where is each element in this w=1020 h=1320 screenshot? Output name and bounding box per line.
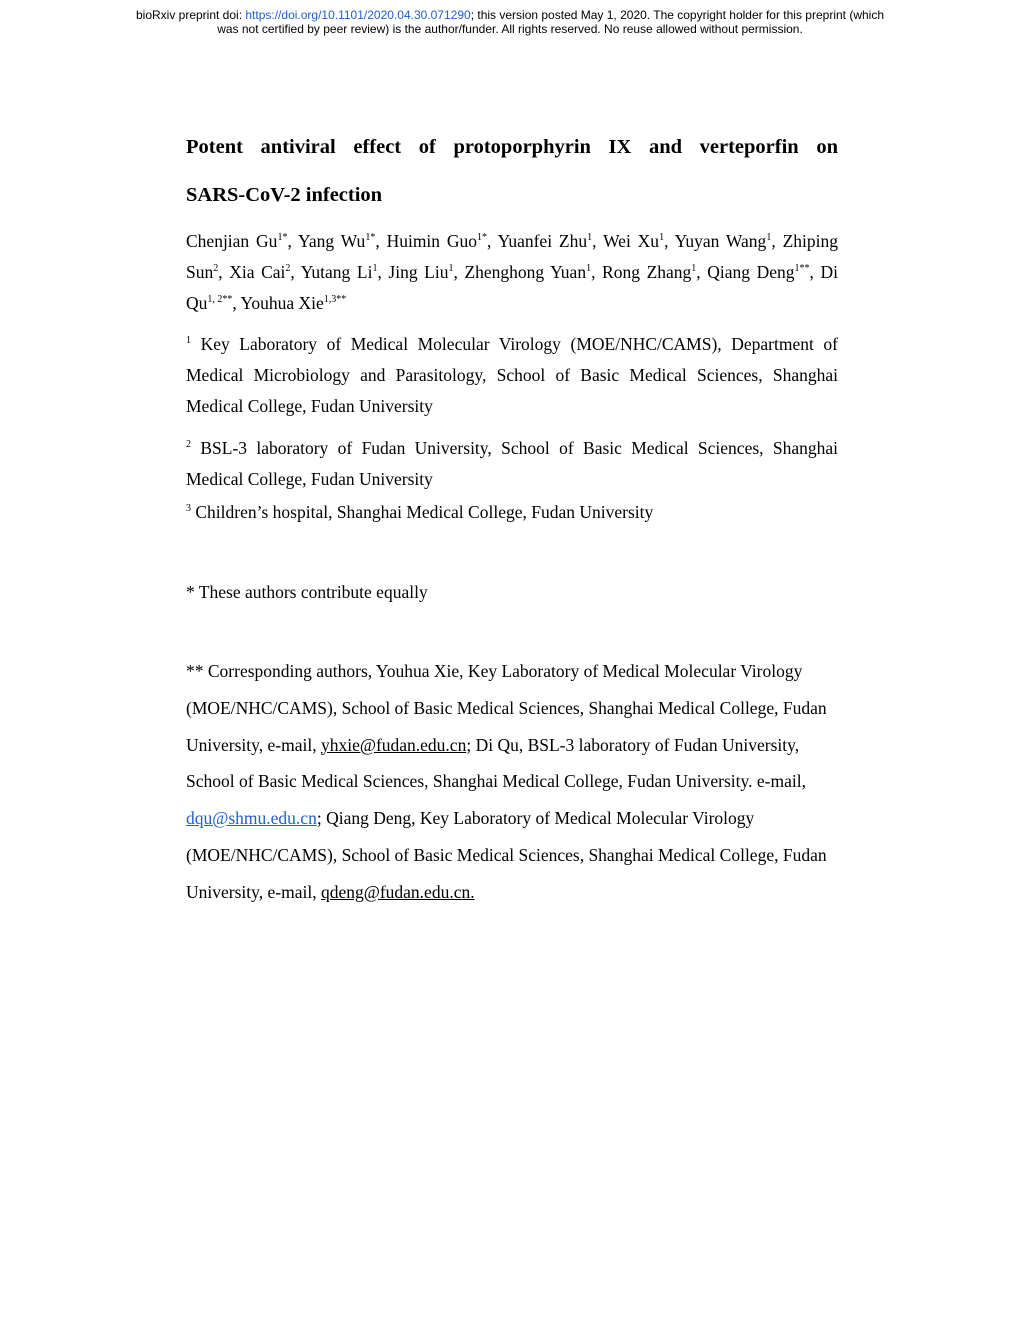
email-link-dqu[interactable]: dqu@shmu.edu.cn <box>186 808 317 829</box>
email-link-yhxie[interactable]: yhxie@fudan.edu.cn <box>320 734 467 755</box>
affiliation-2 <box>186 433 838 495</box>
author-name: Youhua Xie <box>240 293 324 313</box>
preprint-notice-line1 <box>0 8 1020 22</box>
author-affiliation-mark: 1 <box>448 263 454 274</box>
author-affiliation-mark: 1* <box>477 232 488 243</box>
preprint-notice-prefix: bioRxiv preprint doi: <box>135 8 246 22</box>
author-item <box>498 231 592 251</box>
paper-title <box>186 123 838 219</box>
author-name: Jing Liu <box>388 262 449 282</box>
paper-title-line1: Potent antiviral effect of protoporphyrin IX and verteporfin on <box>186 136 838 158</box>
author-name: Yutang Li <box>300 262 373 282</box>
author-affiliation-mark: 1,3** <box>323 294 347 305</box>
author-name: Wei Xu <box>603 231 660 251</box>
author-list: Chenjian $Gu^{1*}$, Yang $Wu^{1*}$, Huimin Guo$^{1*}$, Yuanfei Zhu$^1$, Wei Xu$^1$, Yuyan Wang$^1$, Zhiping Sun$^2$, Xia Cai$^2$, Yutang Li$^1$, Jing Liu$^1$, Zhenghong Yuan$^1$, Rong Zhang$^1$, Qiang Deng$^{1**}$, Di $Qu^{1, 2**}$, Youhua Xie$^{1,3**}$ <box>186 231 838 313</box>
preprint-notice-line2: was not certified by peer review) is the author/funder. All rights reserved. No reuse allowed without permission. <box>217 22 803 36</box>
author-affiliation-mark: 1 <box>586 263 592 274</box>
affiliation-text: Children’s hospital, Shanghai Medical College, Fudan University <box>195 502 654 522</box>
author-name: Rong Zhang <box>602 262 692 282</box>
author-affiliation-mark: 1, 2** <box>207 294 233 305</box>
affiliation-text: BSL-3 laboratory of Fudan University, School of Basic Medical Sciences, Shanghai Medical College, Fudan University <box>186 438 839 489</box>
author-item <box>298 231 375 251</box>
author-item <box>707 262 809 282</box>
author-item <box>388 262 453 282</box>
author-affiliation-mark: 2 <box>213 263 219 274</box>
correspondence-text: ; Qiang Deng, Key Laboratory of Medical Molecular Virology (MOE/NHC/CAMS), School of Basic Medical Sciences, Shanghai Medical College, Fudan University, e-mail, <box>186 808 827 902</box>
author-affiliation-mark: 1* <box>277 232 288 243</box>
author-name: Zhenghong Yuan <box>464 262 587 282</box>
author-name: Xia Cai <box>229 262 286 282</box>
author-name: Yuanfei Zhu <box>497 231 588 251</box>
author-affiliation-mark: 1 <box>587 232 593 243</box>
preprint-notice <box>0 8 1020 36</box>
author-affiliation-mark: 1 <box>659 232 665 243</box>
author-name: Chenjian Gu <box>186 231 278 251</box>
author-item <box>602 262 696 282</box>
author-name: Qiang Deng <box>707 262 795 282</box>
author-affiliation-mark: 2 <box>285 263 291 274</box>
author-affiliation-mark: 1 <box>766 232 772 243</box>
affiliation-mark: 2 <box>186 439 191 450</box>
equal-contribution-note: * These authors contribute equally <box>186 582 428 602</box>
preprint-notice-suffix: ; this version posted May 1, 2020. The copyright holder for this preprint (which <box>470 8 885 22</box>
author-name: Zhiping Sun <box>186 231 838 282</box>
author-name: Yuyan Wang <box>674 231 767 251</box>
author-item <box>301 262 378 282</box>
author-name: Huimin Guo <box>386 231 478 251</box>
author-affiliation-mark: 1* <box>365 232 376 243</box>
author-affiliation-mark: 1** <box>794 263 810 274</box>
author-name: Di Qu <box>186 262 838 313</box>
author-item <box>186 231 287 251</box>
affiliation-mark: 1 <box>186 335 191 346</box>
correspondence-note <box>186 653 838 911</box>
paper-title-line2: SARS-CoV-2 infection <box>186 184 383 206</box>
author-item <box>603 231 664 251</box>
correspondence-text: ** Corresponding authors, Youhua Xie, Key Laboratory of Medical Molecular Virology (MOE/NHC/CAMS), School of Basic Medical Sciences, Shanghai Medical College, Fudan University, e-mail, <box>186 661 827 755</box>
affiliation-3 <box>186 497 838 528</box>
author-item <box>387 231 487 251</box>
author-name: Yang Wu <box>298 231 366 251</box>
author-item <box>229 262 290 282</box>
author-affiliation-mark: 1 <box>372 263 378 274</box>
author-item <box>464 262 591 282</box>
affiliation-text: Key Laboratory of Medical Molecular Virology (MOE/NHC/CAMS), Department of Medical Microbiology and Parasitology, School of Basic Medical Sciences, Shanghai Medical College, Fudan University <box>186 334 838 416</box>
affiliation-1 <box>186 329 838 422</box>
email-link-qdeng[interactable]: qdeng@fudan.edu.cn. <box>320 881 475 902</box>
doi-link[interactable]: https://doi.org/10.1101/2020.04.30.071290 <box>245 8 471 22</box>
correspondence-text: ; Di Qu, BSL-3 laboratory of Fudan University, School of Basic Medical Sciences, Shanghai Medical College, Fudan University. e-mail, <box>186 734 806 792</box>
author-item <box>675 231 772 251</box>
author-item <box>241 293 347 313</box>
author-affiliation-mark: 1 <box>691 263 697 274</box>
affiliation-mark: 3 <box>186 503 191 514</box>
